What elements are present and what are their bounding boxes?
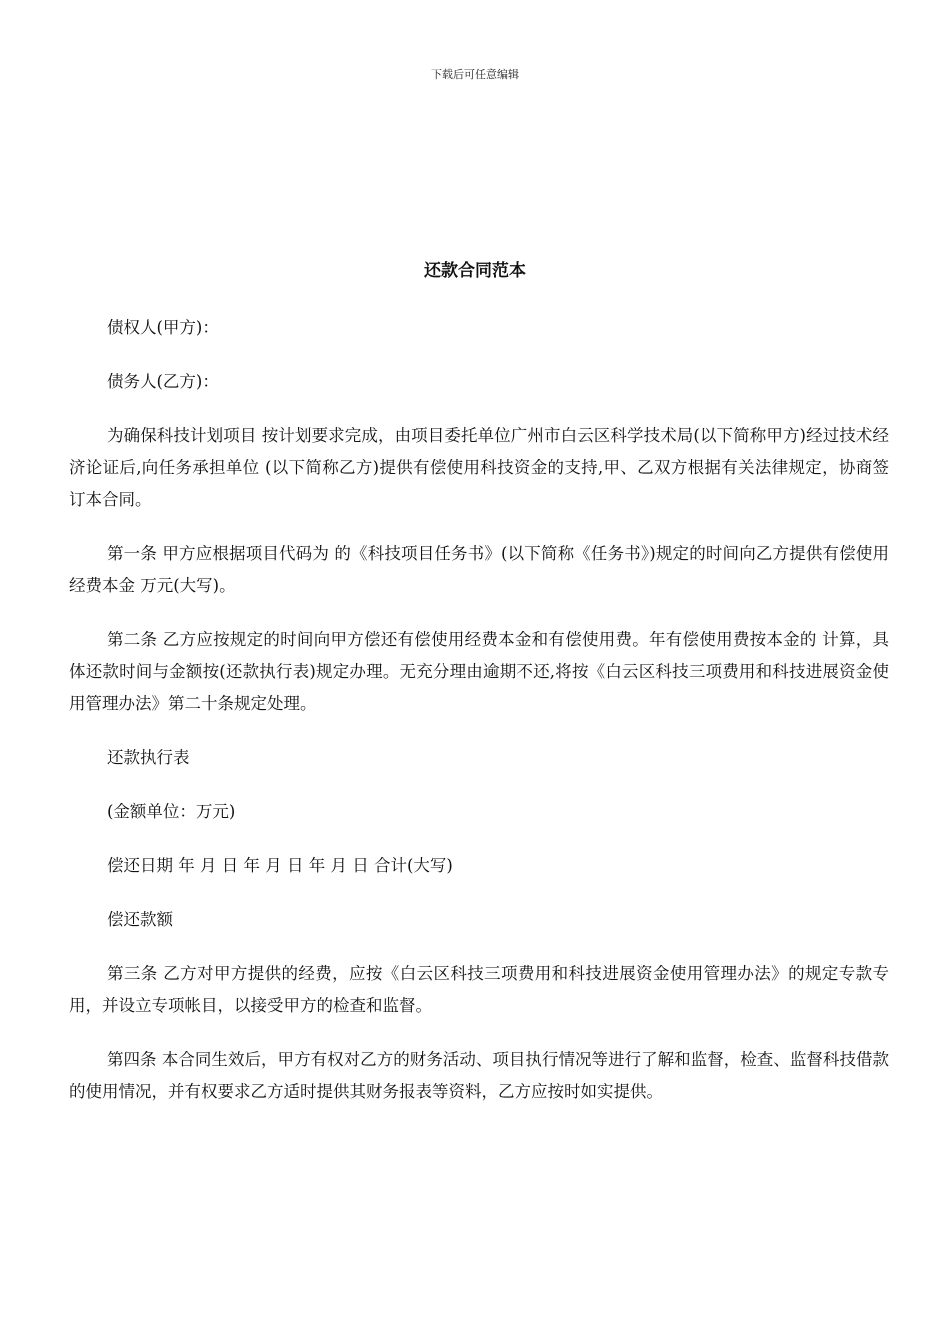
amount-unit-note: (金额单位：万元) xyxy=(107,802,236,821)
article-4-paragraph: 第四条 本合同生效后，甲方有权对乙方的财务活动、项目执行情况等进行了解和监督，检查、监督科技借款的使用情况，并有权要求乙方适时提供其财务报表等资料，乙方应按时如实提供。 xyxy=(69,1050,889,1101)
creditor-line: 债权人(甲方)： xyxy=(107,318,219,337)
repayment-amount-row: 偿还款额 xyxy=(107,910,173,929)
article-2-paragraph: 第二条 乙方应按规定的时间向甲方偿还有偿使用经费本金和有偿使用费。年有偿使用费按本金的 计算，具体还款时间与金额按(还款执行表)规定办理。无充分理由逾期不还,将按《白云区科技三项费用和科技进展资金使用管理办法》第二十条规定处理。 xyxy=(69,630,889,713)
article-1-paragraph: 第一条 甲方应根据项目代码为 的《科技项目任务书》(以下简称《任务书》)规定的时间向乙方提供有偿使用经费本金 万元(大写)。 xyxy=(69,544,889,595)
preamble-paragraph: 为确保科技计划项目 按计划要求完成，由项目委托单位广州市白云区科学技术局(以下简称甲方)经过技术经济论证后,向任务承担单位 (以下简称乙方)提供有偿使用科技资金的支持,甲、乙双方根据有关法律规定，协商签订本合同。 xyxy=(69,426,889,509)
article-3-paragraph: 第三条 乙方对甲方提供的经费，应按《白云区科技三项费用和科技进展资金使用管理办法》的规定专款专用，并设立专项帐目，以接受甲方的检查和监督。 xyxy=(69,964,889,1015)
debtor-line: 债务人(乙方)： xyxy=(107,372,219,391)
header-note: 下载后可任意编辑 xyxy=(431,68,519,81)
repayment-table-heading: 还款执行表 xyxy=(107,748,190,767)
document-body xyxy=(69,312,889,1130)
repayment-date-row: 偿还日期 年 月 日 年 月 日 年 月 日 合计(大写) xyxy=(107,856,453,875)
document-title: 还款合同范本 xyxy=(424,261,526,281)
